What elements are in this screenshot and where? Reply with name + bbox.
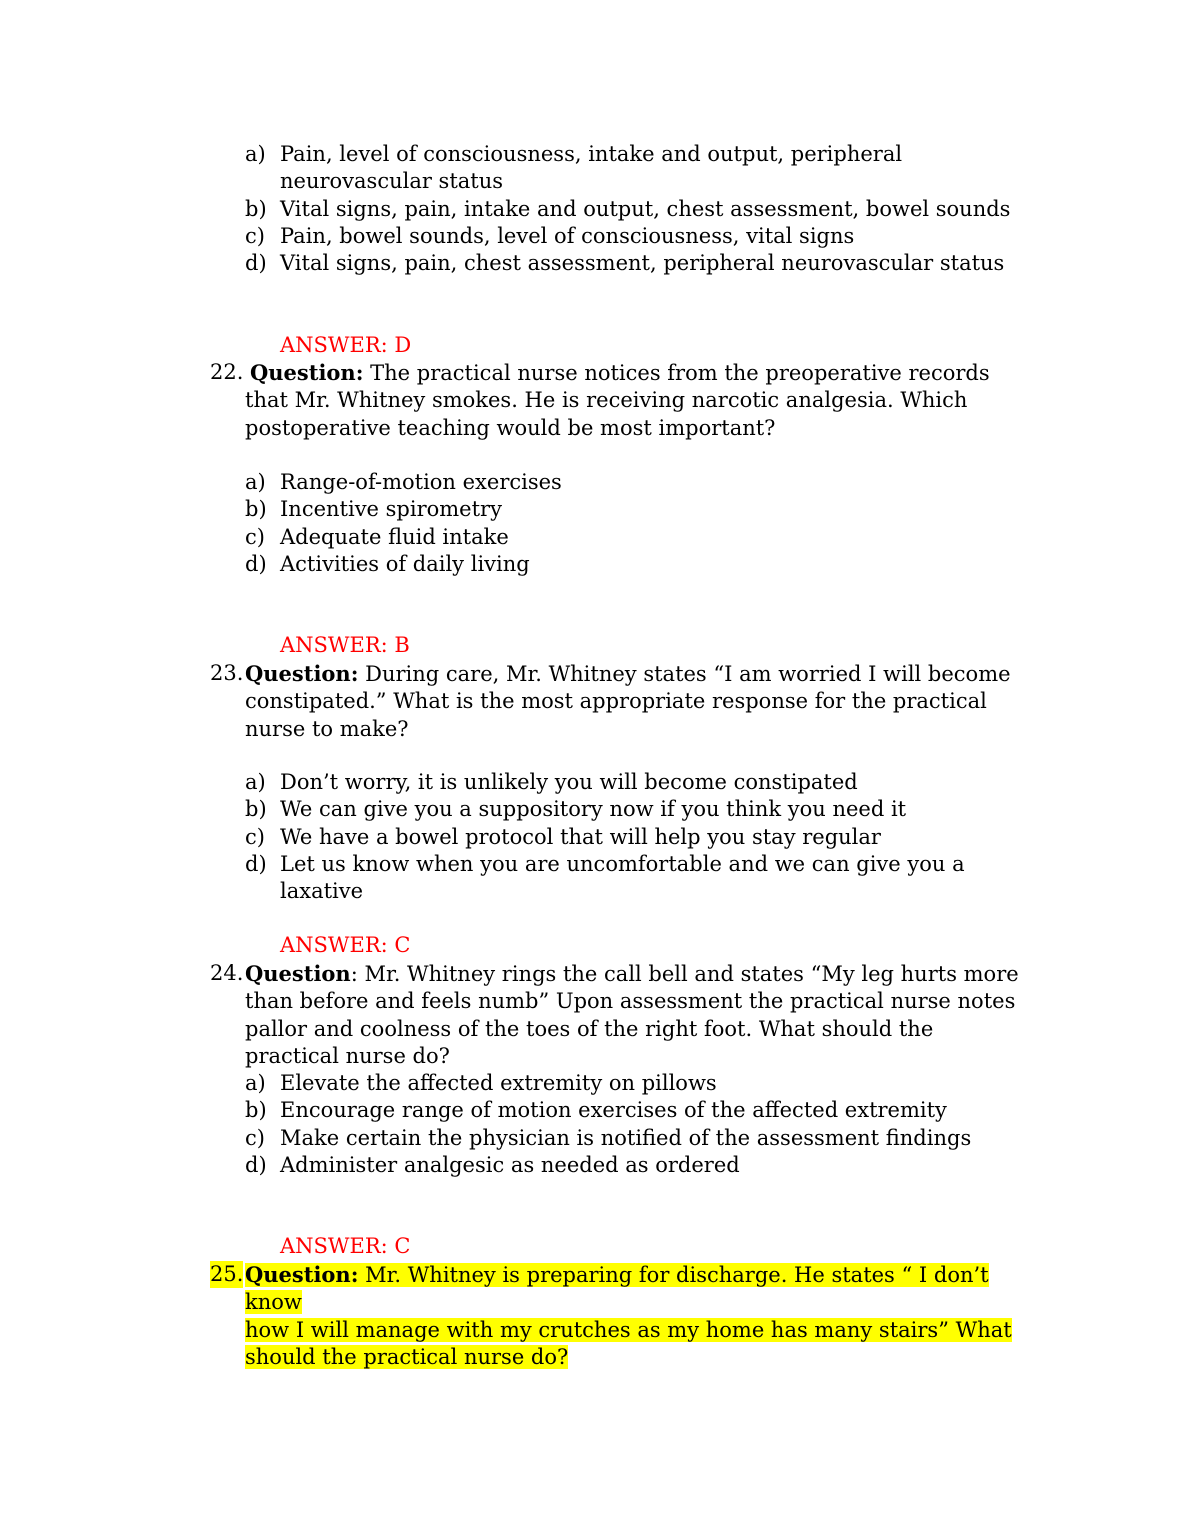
option-label: a)	[245, 142, 266, 166]
question-number: 22.	[210, 360, 244, 384]
option-label: c)	[245, 1125, 265, 1150]
q24-option-b	[0, 1097, 1020, 1124]
question-number: 24.	[210, 961, 244, 985]
option-text: Vital signs, pain, chest assessment, peripheral neurovascular status	[280, 251, 1005, 276]
question-text: The practical nurse notices from the preoperative records that Mr. Whitney smokes. He is receiving narcotic analgesia. Which postoperative teaching would be most important?	[245, 361, 990, 440]
option-text: Incentive spirometry	[280, 497, 502, 522]
q24-question	[0, 960, 1190, 1070]
q22-option-a	[0, 469, 1020, 496]
option-label: d)	[245, 251, 267, 276]
option-label: d)	[245, 1152, 267, 1177]
q24-option-c	[0, 1125, 1020, 1152]
option-label: b)	[245, 1098, 267, 1123]
q24-option-a	[0, 1070, 1020, 1097]
option-text: Vital signs, pain, intake and output, chest assessment, bowel sounds	[280, 196, 1011, 221]
q25-question	[0, 1261, 1190, 1371]
q21-option-b	[0, 196, 1020, 223]
question-text-line-1: Mr. Whitney is preparing for discharge. He states “ I don’t know	[245, 1263, 989, 1315]
option-text: Encourage range of motion exercises of the affected extremity	[280, 1098, 947, 1123]
option-label: c)	[245, 824, 265, 849]
option-label: c)	[245, 524, 265, 549]
q22-options	[0, 469, 1190, 578]
question-text: : Mr. Whitney rings the call bell and states “My leg hurts more than before and feels numb” Upon assessment the practical nurse notes pallor and coolness of the toes of the right foot. What should the practical nurse do?	[245, 962, 1019, 1068]
option-label: a)	[245, 770, 266, 794]
question-prefix: Question:	[245, 661, 359, 686]
option-label: b)	[245, 797, 267, 822]
option-label: a)	[245, 1071, 266, 1095]
q23-question	[0, 660, 1190, 743]
question-text: During care, Mr. Whitney states “I am worried I will become constipated.” What is the most appropriate response for the practical nurse to make?	[245, 662, 1011, 741]
option-label: b)	[245, 497, 267, 522]
q23-option-d	[0, 851, 1020, 906]
question-number: 23.	[210, 661, 244, 685]
question-prefix: Question:	[245, 1262, 359, 1287]
q21-option-c	[0, 223, 1020, 250]
question-text-line-3: should the practical nurse do?	[245, 1344, 569, 1369]
option-text: Range-of-motion exercises	[280, 470, 562, 494]
q24-option-d	[0, 1152, 1020, 1179]
option-text: Activities of daily living	[280, 551, 530, 576]
q22-option-d	[0, 551, 1020, 578]
q22-option-c	[0, 524, 1020, 551]
q23-options	[0, 769, 1190, 905]
option-text: Adequate fluid intake	[280, 524, 509, 549]
option-text: We have a bowel protocol that will help you stay regular	[280, 824, 881, 849]
option-text: Pain, level of consciousness, intake and output, peripheral neurovascular status	[280, 142, 903, 194]
q22-answer: ANSWER: B	[280, 633, 410, 657]
q22-option-b	[0, 496, 1020, 523]
option-text: Administer analgesic as needed as ordered	[280, 1152, 740, 1177]
option-text: Elevate the affected extremity on pillows	[280, 1071, 717, 1095]
option-label: b)	[245, 196, 267, 221]
q24-answer: ANSWER: C	[280, 1234, 411, 1258]
question-prefix: Question:	[250, 360, 364, 385]
q22-question	[0, 359, 1190, 442]
option-text: We can give you a suppository now if you think you need it	[280, 797, 907, 822]
q24-options	[0, 1070, 1190, 1179]
question-prefix: Question	[245, 961, 351, 986]
option-text: Don’t worry, it is unlikely you will become constipated	[280, 770, 858, 794]
question-text-line-2: how I will manage with my crutches as my home has many stairs” What	[245, 1317, 1012, 1342]
q23-answer: ANSWER: C	[280, 933, 411, 957]
q21-option-a	[0, 141, 1020, 196]
option-label: c)	[245, 223, 265, 248]
option-label: a)	[245, 470, 266, 494]
option-text: Let us know when you are uncomfortable and we can give you a laxative	[280, 851, 965, 904]
q23-option-a	[0, 769, 1020, 796]
q21-answer: ANSWER: D	[280, 333, 412, 357]
question-number: 25.	[210, 1261, 243, 1288]
option-label: d)	[245, 851, 267, 876]
q23-option-b	[0, 796, 1020, 823]
option-text: Make certain the physician is notified of the assessment findings	[280, 1125, 972, 1150]
q23-option-c	[0, 824, 1020, 851]
q21-option-d	[0, 250, 1020, 277]
option-text: Pain, bowel sounds, level of consciousness, vital signs	[280, 223, 855, 248]
option-label: d)	[245, 551, 267, 576]
q21-options	[0, 141, 1190, 277]
